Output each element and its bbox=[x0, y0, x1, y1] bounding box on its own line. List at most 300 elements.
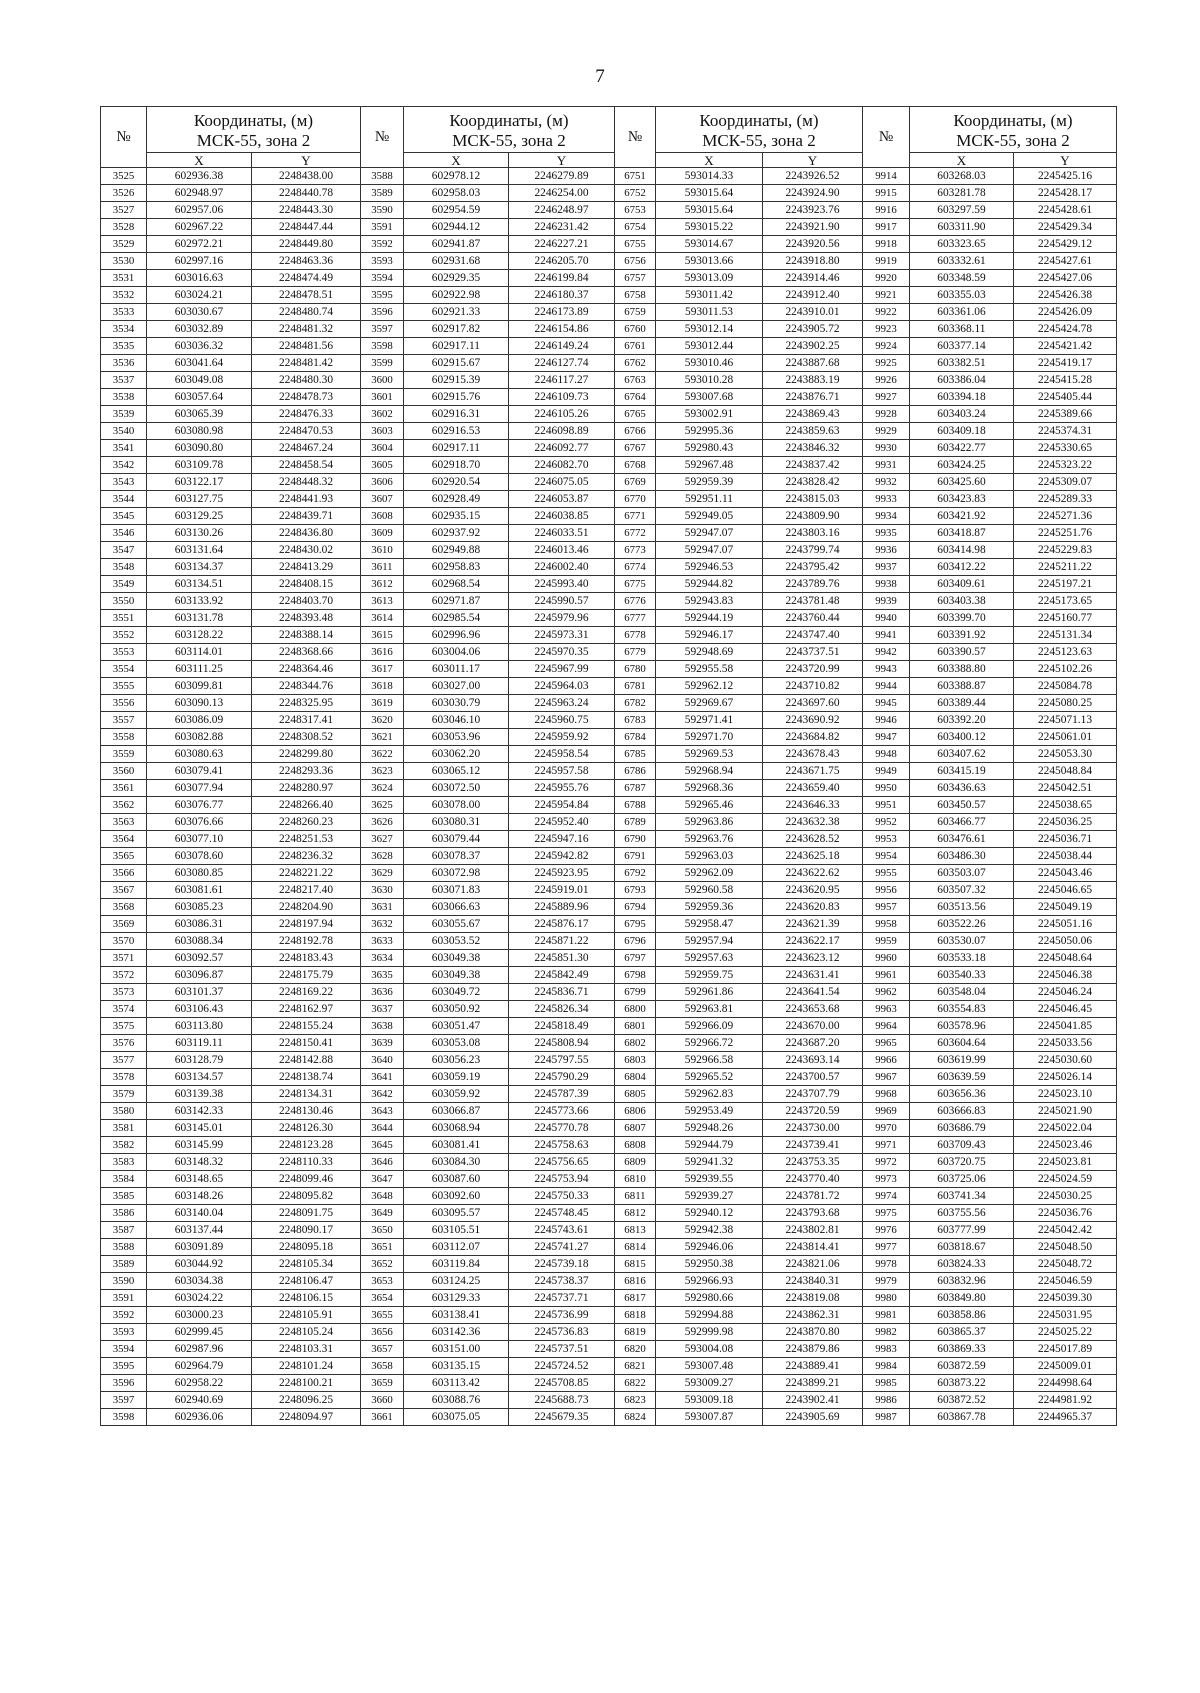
coord-x: 603392.20 bbox=[910, 712, 1014, 729]
table-row bbox=[101, 746, 1117, 763]
coord-y: 2248105.34 bbox=[252, 1256, 361, 1273]
coord-x: 603131.78 bbox=[147, 610, 252, 627]
coord-x: 603078.00 bbox=[404, 797, 509, 814]
point-number: 3559 bbox=[101, 746, 147, 763]
coord-y: 2248481.32 bbox=[252, 321, 361, 338]
coord-x: 603450.57 bbox=[910, 797, 1014, 814]
coordinates-title: Координаты, (м) bbox=[699, 111, 819, 130]
point-number: 3530 bbox=[101, 253, 147, 270]
coord-x: 603129.25 bbox=[147, 508, 252, 525]
coord-x: 603415.19 bbox=[910, 763, 1014, 780]
coord-x: 603268.03 bbox=[910, 168, 1014, 185]
coord-y: 2245046.45 bbox=[1014, 1001, 1117, 1018]
point-number: 3608 bbox=[361, 508, 404, 525]
coord-x: 592942.38 bbox=[656, 1222, 763, 1239]
point-number: 9924 bbox=[863, 338, 910, 355]
point-number: 9927 bbox=[863, 389, 910, 406]
point-number: 9914 bbox=[863, 168, 910, 185]
table-row bbox=[101, 440, 1117, 457]
coord-y: 2246117.27 bbox=[509, 372, 615, 389]
coord-y: 2243622.17 bbox=[763, 933, 863, 950]
point-number: 9978 bbox=[863, 1256, 910, 1273]
coord-y: 2248308.52 bbox=[252, 729, 361, 746]
coord-y: 2248091.75 bbox=[252, 1205, 361, 1222]
coord-y: 2245036.71 bbox=[1014, 831, 1117, 848]
table-row bbox=[101, 848, 1117, 865]
coord-x: 602916.31 bbox=[404, 406, 509, 423]
table-row bbox=[101, 661, 1117, 678]
point-number: 3526 bbox=[101, 185, 147, 202]
coord-x: 603619.99 bbox=[910, 1052, 1014, 1069]
coord-x: 592995.36 bbox=[656, 423, 763, 440]
coordinates-system: МСК-55, зона 2 bbox=[196, 131, 311, 150]
coord-x: 592949.05 bbox=[656, 508, 763, 525]
table-row bbox=[101, 287, 1117, 304]
coord-x: 602978.12 bbox=[404, 168, 509, 185]
coord-y: 2244965.37 bbox=[1014, 1409, 1117, 1426]
coord-y: 2245737.51 bbox=[509, 1341, 615, 1358]
point-number: 9945 bbox=[863, 695, 910, 712]
point-number: 9946 bbox=[863, 712, 910, 729]
coord-y: 2245389.66 bbox=[1014, 406, 1117, 423]
coordinates-system: МСК-55, зона 2 bbox=[702, 131, 816, 150]
point-number: 9923 bbox=[863, 321, 910, 338]
point-number: 3640 bbox=[361, 1052, 404, 1069]
point-number: 3531 bbox=[101, 270, 147, 287]
point-number: 3549 bbox=[101, 576, 147, 593]
point-number: 3563 bbox=[101, 814, 147, 831]
coord-x: 592946.06 bbox=[656, 1239, 763, 1256]
point-number: 9956 bbox=[863, 882, 910, 899]
point-number: 6761 bbox=[615, 338, 656, 355]
coord-x: 603109.78 bbox=[147, 457, 252, 474]
coord-y: 2245419.17 bbox=[1014, 355, 1117, 372]
coord-y: 2243690.92 bbox=[763, 712, 863, 729]
coord-x: 603133.92 bbox=[147, 593, 252, 610]
coord-x: 592980.43 bbox=[656, 440, 763, 457]
coord-y: 2245323.22 bbox=[1014, 457, 1117, 474]
table-row bbox=[101, 1324, 1117, 1341]
table-row bbox=[101, 508, 1117, 525]
table-row bbox=[101, 304, 1117, 321]
table-row bbox=[101, 1188, 1117, 1205]
coord-y: 2248155.24 bbox=[252, 1018, 361, 1035]
coord-x: 593002.91 bbox=[656, 406, 763, 423]
coord-x: 592963.03 bbox=[656, 848, 763, 865]
point-number: 9966 bbox=[863, 1052, 910, 1069]
point-number: 3590 bbox=[101, 1273, 147, 1290]
coord-x: 603389.44 bbox=[910, 695, 1014, 712]
coord-x: 603151.00 bbox=[404, 1341, 509, 1358]
coord-x: 603068.94 bbox=[404, 1120, 509, 1137]
coord-y: 2243846.32 bbox=[763, 440, 863, 457]
point-number: 3596 bbox=[361, 304, 404, 321]
coord-x: 592968.94 bbox=[656, 763, 763, 780]
coord-x: 603554.83 bbox=[910, 1001, 1014, 1018]
point-number: 9935 bbox=[863, 525, 910, 542]
point-number: 3592 bbox=[101, 1307, 147, 1324]
coord-x: 603377.14 bbox=[910, 338, 1014, 355]
point-number: 9949 bbox=[863, 763, 910, 780]
coord-y: 2245039.30 bbox=[1014, 1290, 1117, 1307]
coord-y: 2248299.80 bbox=[252, 746, 361, 763]
coord-x: 593015.64 bbox=[656, 202, 763, 219]
coord-y: 2248266.40 bbox=[252, 797, 361, 814]
coord-x: 592963.76 bbox=[656, 831, 763, 848]
coord-x: 593010.28 bbox=[656, 372, 763, 389]
coord-y: 2243687.20 bbox=[763, 1035, 863, 1052]
coord-x: 603041.64 bbox=[147, 355, 252, 372]
coord-x: 592939.27 bbox=[656, 1188, 763, 1205]
coord-x: 603113.80 bbox=[147, 1018, 252, 1035]
coord-y: 2243710.82 bbox=[763, 678, 863, 695]
point-number: 6779 bbox=[615, 644, 656, 661]
coord-y: 2246109.73 bbox=[509, 389, 615, 406]
point-number: 3566 bbox=[101, 865, 147, 882]
point-number: 9961 bbox=[863, 967, 910, 984]
coord-y: 2248192.78 bbox=[252, 933, 361, 950]
point-number: 3646 bbox=[361, 1154, 404, 1171]
point-number: 9969 bbox=[863, 1103, 910, 1120]
coord-y: 2246205.70 bbox=[509, 253, 615, 270]
coord-x: 603686.79 bbox=[910, 1120, 1014, 1137]
point-number: 3587 bbox=[101, 1222, 147, 1239]
coord-y: 2248403.70 bbox=[252, 593, 361, 610]
table-row bbox=[101, 1358, 1117, 1375]
point-number: 9976 bbox=[863, 1222, 910, 1239]
coord-y: 2248134.31 bbox=[252, 1086, 361, 1103]
coord-x: 603128.79 bbox=[147, 1052, 252, 1069]
coord-y: 2248476.33 bbox=[252, 406, 361, 423]
coord-y: 2245033.56 bbox=[1014, 1035, 1117, 1052]
coord-x: 592948.26 bbox=[656, 1120, 763, 1137]
point-number: 9986 bbox=[863, 1392, 910, 1409]
coord-y: 2245051.16 bbox=[1014, 916, 1117, 933]
coord-y: 2248100.21 bbox=[252, 1375, 361, 1392]
coordinates-title: Координаты, (м) bbox=[449, 111, 569, 130]
coord-y: 2248458.54 bbox=[252, 457, 361, 474]
table-row bbox=[101, 1120, 1117, 1137]
coordinates-title: Координаты, (м) bbox=[193, 111, 314, 130]
coord-x: 603148.26 bbox=[147, 1188, 252, 1205]
coord-x: 603092.60 bbox=[404, 1188, 509, 1205]
coord-x: 603062.20 bbox=[404, 746, 509, 763]
coord-y: 2243621.39 bbox=[763, 916, 863, 933]
point-number: 9987 bbox=[863, 1409, 910, 1426]
coord-x: 603099.81 bbox=[147, 678, 252, 695]
coord-x: 593012.14 bbox=[656, 321, 763, 338]
coord-x: 603127.75 bbox=[147, 491, 252, 508]
coord-y: 2245797.55 bbox=[509, 1052, 615, 1069]
point-number: 6813 bbox=[615, 1222, 656, 1239]
coord-x: 592959.75 bbox=[656, 967, 763, 984]
point-number: 6812 bbox=[615, 1205, 656, 1222]
number-header: № bbox=[615, 107, 656, 168]
coord-y: 2243815.03 bbox=[763, 491, 863, 508]
point-number: 3626 bbox=[361, 814, 404, 831]
coord-y: 2243809.90 bbox=[763, 508, 863, 525]
point-number: 3604 bbox=[361, 440, 404, 457]
coord-y: 2243653.68 bbox=[763, 1001, 863, 1018]
point-number: 3569 bbox=[101, 916, 147, 933]
coord-y: 2243859.63 bbox=[763, 423, 863, 440]
coord-y: 2245046.59 bbox=[1014, 1273, 1117, 1290]
coord-x: 602915.39 bbox=[404, 372, 509, 389]
point-number: 9955 bbox=[863, 865, 910, 882]
point-number: 6797 bbox=[615, 950, 656, 967]
coord-x: 592980.66 bbox=[656, 1290, 763, 1307]
coord-y: 2245021.90 bbox=[1014, 1103, 1117, 1120]
coord-y: 2248388.14 bbox=[252, 627, 361, 644]
coord-y: 2245960.75 bbox=[509, 712, 615, 729]
table-row bbox=[101, 457, 1117, 474]
coordinates-group-header bbox=[656, 107, 863, 153]
coord-y: 2245724.52 bbox=[509, 1358, 615, 1375]
point-number: 9972 bbox=[863, 1154, 910, 1171]
point-number: 6792 bbox=[615, 865, 656, 882]
coord-x: 593013.09 bbox=[656, 270, 763, 287]
coord-x: 603081.61 bbox=[147, 882, 252, 899]
coord-x: 603078.60 bbox=[147, 848, 252, 865]
coord-x: 602999.45 bbox=[147, 1324, 252, 1341]
coord-x: 602949.88 bbox=[404, 542, 509, 559]
point-number: 3537 bbox=[101, 372, 147, 389]
coord-y: 2248175.79 bbox=[252, 967, 361, 984]
coord-y: 2245415.28 bbox=[1014, 372, 1117, 389]
coord-y: 2248474.49 bbox=[252, 270, 361, 287]
coord-x: 603142.33 bbox=[147, 1103, 252, 1120]
coord-x: 593007.48 bbox=[656, 1358, 763, 1375]
coord-y: 2245330.65 bbox=[1014, 440, 1117, 457]
point-number: 6817 bbox=[615, 1290, 656, 1307]
point-number: 3625 bbox=[361, 797, 404, 814]
coord-x: 603639.59 bbox=[910, 1069, 1014, 1086]
coord-y: 2248105.24 bbox=[252, 1324, 361, 1341]
coord-x: 603656.36 bbox=[910, 1086, 1014, 1103]
coord-y: 2243623.12 bbox=[763, 950, 863, 967]
coord-y: 2243707.79 bbox=[763, 1086, 863, 1103]
coord-x: 603030.67 bbox=[147, 304, 252, 321]
coord-y: 2248448.32 bbox=[252, 474, 361, 491]
coord-x: 603134.57 bbox=[147, 1069, 252, 1086]
point-number: 3591 bbox=[101, 1290, 147, 1307]
coord-x: 592961.86 bbox=[656, 984, 763, 1001]
coord-y: 2243720.59 bbox=[763, 1103, 863, 1120]
coord-x: 592966.93 bbox=[656, 1273, 763, 1290]
coord-x: 603066.87 bbox=[404, 1103, 509, 1120]
coord-x: 603533.18 bbox=[910, 950, 1014, 967]
coord-x: 603436.63 bbox=[910, 780, 1014, 797]
point-number: 9918 bbox=[863, 236, 910, 253]
point-number: 6758 bbox=[615, 287, 656, 304]
coord-x: 603056.23 bbox=[404, 1052, 509, 1069]
coord-y: 2248106.15 bbox=[252, 1290, 361, 1307]
point-number: 6808 bbox=[615, 1137, 656, 1154]
point-number: 3593 bbox=[101, 1324, 147, 1341]
coord-y: 2248317.41 bbox=[252, 712, 361, 729]
coord-y: 2248413.29 bbox=[252, 559, 361, 576]
coord-y: 2248106.47 bbox=[252, 1273, 361, 1290]
coord-x: 603513.56 bbox=[910, 899, 1014, 916]
table-row bbox=[101, 1018, 1117, 1035]
coord-x: 603080.63 bbox=[147, 746, 252, 763]
point-number: 6757 bbox=[615, 270, 656, 287]
coord-x: 603755.56 bbox=[910, 1205, 1014, 1222]
coord-y: 2243671.75 bbox=[763, 763, 863, 780]
coord-y: 2245964.03 bbox=[509, 678, 615, 695]
coord-y: 2245026.14 bbox=[1014, 1069, 1117, 1086]
point-number: 3593 bbox=[361, 253, 404, 270]
coord-x: 603130.26 bbox=[147, 525, 252, 542]
coord-x: 593010.46 bbox=[656, 355, 763, 372]
coord-y: 2248183.43 bbox=[252, 950, 361, 967]
point-number: 9959 bbox=[863, 933, 910, 950]
point-number: 6775 bbox=[615, 576, 656, 593]
coord-x: 603082.88 bbox=[147, 729, 252, 746]
coord-y: 2245826.34 bbox=[509, 1001, 615, 1018]
point-number: 9957 bbox=[863, 899, 910, 916]
coord-y: 2245042.51 bbox=[1014, 780, 1117, 797]
coord-y: 2245160.77 bbox=[1014, 610, 1117, 627]
coord-x: 603085.23 bbox=[147, 899, 252, 916]
point-number: 9964 bbox=[863, 1018, 910, 1035]
point-number: 3589 bbox=[101, 1256, 147, 1273]
table-row bbox=[101, 814, 1117, 831]
point-number: 9970 bbox=[863, 1120, 910, 1137]
coord-x: 603578.96 bbox=[910, 1018, 1014, 1035]
coord-x: 592946.17 bbox=[656, 627, 763, 644]
coord-y: 2243920.56 bbox=[763, 236, 863, 253]
coord-y: 2246180.37 bbox=[509, 287, 615, 304]
coord-x: 603466.77 bbox=[910, 814, 1014, 831]
point-number: 6809 bbox=[615, 1154, 656, 1171]
coord-x: 603872.52 bbox=[910, 1392, 1014, 1409]
coord-y: 2243789.76 bbox=[763, 576, 863, 593]
coord-y: 2248150.41 bbox=[252, 1035, 361, 1052]
coord-y: 2245025.22 bbox=[1014, 1324, 1117, 1341]
coord-y: 2243622.62 bbox=[763, 865, 863, 882]
table-row bbox=[101, 1290, 1117, 1307]
point-number: 9933 bbox=[863, 491, 910, 508]
point-number: 3607 bbox=[361, 491, 404, 508]
y-header: Y bbox=[509, 153, 615, 168]
page-number: 7 bbox=[595, 66, 605, 87]
point-number: 9926 bbox=[863, 372, 910, 389]
point-number: 3630 bbox=[361, 882, 404, 899]
point-number: 3573 bbox=[101, 984, 147, 1001]
coord-x: 603086.31 bbox=[147, 916, 252, 933]
point-number: 3654 bbox=[361, 1290, 404, 1307]
coord-x: 602940.69 bbox=[147, 1392, 252, 1409]
coordinates-group-header bbox=[910, 107, 1117, 153]
coord-x: 603091.89 bbox=[147, 1239, 252, 1256]
point-number: 3641 bbox=[361, 1069, 404, 1086]
coord-x: 602972.21 bbox=[147, 236, 252, 253]
point-number: 6766 bbox=[615, 423, 656, 440]
coord-y: 2248436.80 bbox=[252, 525, 361, 542]
coordinates-table bbox=[100, 106, 1117, 1426]
table-row bbox=[101, 712, 1117, 729]
coord-x: 603004.06 bbox=[404, 644, 509, 661]
coord-x: 593015.22 bbox=[656, 219, 763, 236]
coord-x: 592994.88 bbox=[656, 1307, 763, 1324]
coord-y: 2245743.61 bbox=[509, 1222, 615, 1239]
coord-x: 602922.98 bbox=[404, 287, 509, 304]
coord-x: 603390.57 bbox=[910, 644, 1014, 661]
coord-x: 603872.59 bbox=[910, 1358, 1014, 1375]
point-number: 9951 bbox=[863, 797, 910, 814]
coord-y: 2243747.40 bbox=[763, 627, 863, 644]
coord-x: 603119.84 bbox=[404, 1256, 509, 1273]
coord-x: 593011.42 bbox=[656, 287, 763, 304]
point-number: 6796 bbox=[615, 933, 656, 950]
coord-x: 603400.12 bbox=[910, 729, 1014, 746]
point-number: 3661 bbox=[361, 1409, 404, 1426]
coord-x: 593015.64 bbox=[656, 185, 763, 202]
coord-y: 2245038.65 bbox=[1014, 797, 1117, 814]
coord-y: 2248325.95 bbox=[252, 695, 361, 712]
point-number: 3655 bbox=[361, 1307, 404, 1324]
point-number: 3548 bbox=[101, 559, 147, 576]
point-number: 6787 bbox=[615, 780, 656, 797]
point-number: 3622 bbox=[361, 746, 404, 763]
coord-x: 603323.65 bbox=[910, 236, 1014, 253]
coord-y: 2248447.44 bbox=[252, 219, 361, 236]
coord-y: 2246038.85 bbox=[509, 508, 615, 525]
coord-y: 2245030.60 bbox=[1014, 1052, 1117, 1069]
point-number: 9920 bbox=[863, 270, 910, 287]
table-row bbox=[101, 644, 1117, 661]
coord-x: 603011.17 bbox=[404, 661, 509, 678]
coord-x: 603409.61 bbox=[910, 576, 1014, 593]
coord-y: 2245022.04 bbox=[1014, 1120, 1117, 1137]
table-row bbox=[101, 882, 1117, 899]
table-row bbox=[101, 865, 1117, 882]
point-number: 3658 bbox=[361, 1358, 404, 1375]
coord-x: 592965.52 bbox=[656, 1069, 763, 1086]
coord-y: 2246227.21 bbox=[509, 236, 615, 253]
coord-x: 603388.87 bbox=[910, 678, 1014, 695]
coord-y: 2243802.81 bbox=[763, 1222, 863, 1239]
point-number: 6823 bbox=[615, 1392, 656, 1409]
coord-x: 603777.99 bbox=[910, 1222, 1014, 1239]
coord-x: 603081.41 bbox=[404, 1137, 509, 1154]
point-number: 9925 bbox=[863, 355, 910, 372]
point-number: 6819 bbox=[615, 1324, 656, 1341]
coord-y: 2245756.65 bbox=[509, 1154, 615, 1171]
table-row bbox=[101, 559, 1117, 576]
coord-y: 2245080.25 bbox=[1014, 695, 1117, 712]
coord-x: 602968.54 bbox=[404, 576, 509, 593]
coord-y: 2245251.76 bbox=[1014, 525, 1117, 542]
point-number: 3650 bbox=[361, 1222, 404, 1239]
x-header: X bbox=[147, 153, 252, 168]
coord-y: 2243781.48 bbox=[763, 593, 863, 610]
coord-x: 602937.92 bbox=[404, 525, 509, 542]
coord-y: 2245429.34 bbox=[1014, 219, 1117, 236]
coord-y: 2243821.06 bbox=[763, 1256, 863, 1273]
coord-y: 2245753.94 bbox=[509, 1171, 615, 1188]
x-header: X bbox=[404, 153, 509, 168]
coord-x: 603087.60 bbox=[404, 1171, 509, 1188]
coord-x: 603407.62 bbox=[910, 746, 1014, 763]
coord-y: 2246105.26 bbox=[509, 406, 615, 423]
coord-x: 603077.10 bbox=[147, 831, 252, 848]
coord-y: 2245739.18 bbox=[509, 1256, 615, 1273]
coord-x: 602996.96 bbox=[404, 627, 509, 644]
coord-x: 603720.75 bbox=[910, 1154, 1014, 1171]
coord-x: 603066.63 bbox=[404, 899, 509, 916]
